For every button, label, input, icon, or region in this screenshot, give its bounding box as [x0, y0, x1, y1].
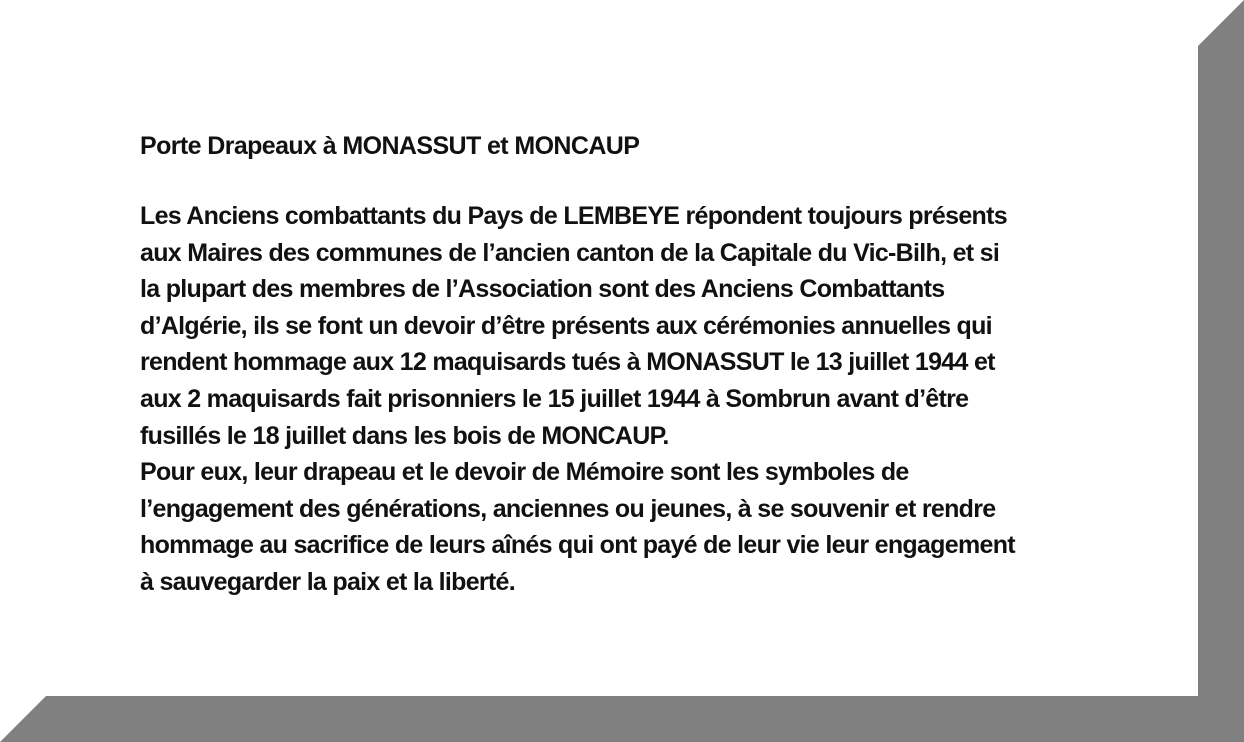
right-shadow-edge [1198, 0, 1244, 742]
document-body [140, 198, 1140, 601]
body-line: fusillés le 18 juillet dans les bois de MONCAUP. [140, 421, 669, 450]
bottom-shadow-edge [0, 696, 1244, 742]
body-line: hommage au sacrifice de leurs aînés qui ont payé de leur vie leur engagement [140, 531, 1015, 560]
body-line: d’Algérie, ils se font un devoir d’être présents aux cérémonies annuelles qui [140, 311, 992, 340]
body-line: aux Maires des communes de l’ancien canton de la Capitale du Vic-Bilh, et si [140, 238, 1000, 267]
body-line: Pour eux, leur drapeau et le devoir de Mémoire sont les symboles de [140, 458, 909, 487]
body-line: aux 2 maquisards fait prisonniers le 15 juillet 1944 à Sombrun avant d’être [140, 384, 969, 413]
body-line: à sauvegarder la paix et la liberté. [140, 567, 515, 596]
body-line: l’engagement des générations, anciennes ou jeunes, à se souvenir et rendre [140, 494, 996, 523]
body-line: la plupart des membres de l’Association sont des Anciens Combattants [140, 275, 945, 304]
document-title: Porte Drapeaux à MONASSUT et MONCAUP [140, 132, 640, 160]
body-line: Les Anciens combattants du Pays de LEMBEYE répondent toujours présents [140, 202, 1007, 230]
body-line: rendent hommage aux 12 maquisards tués à MONASSUT le 13 juillet 1944 et [140, 348, 995, 377]
